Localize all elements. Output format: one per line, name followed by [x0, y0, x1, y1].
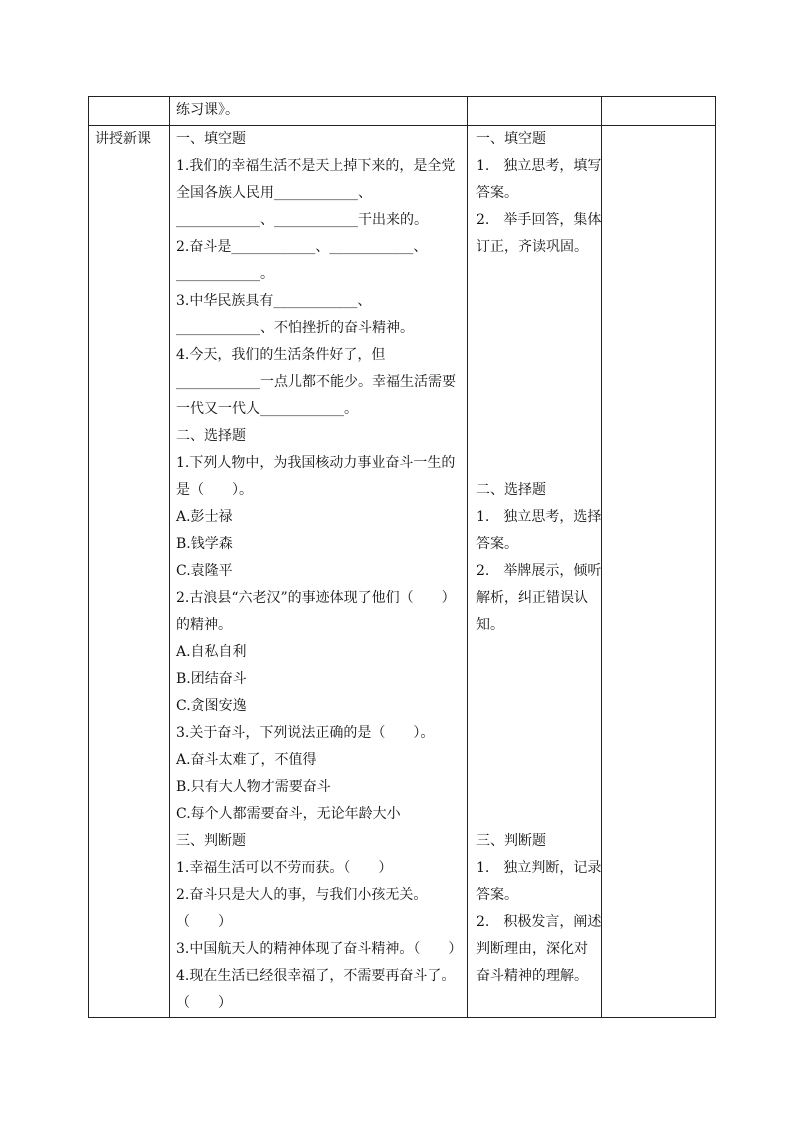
content-line: 3.中华民族具有____________、 — [176, 293, 372, 309]
table-row — [89, 97, 716, 126]
activity-line: 2. 举手回答，集体 — [476, 212, 602, 228]
section-label: 讲授新课 — [95, 131, 151, 147]
spacer — [468, 639, 601, 828]
content-line: ____________一点儿都不能少。幸福生活需要 — [176, 374, 456, 390]
content-line: 3.关于奋斗，下列说法正确的是（ ）。 — [176, 725, 435, 741]
content-line: C.袁隆平 — [176, 563, 233, 579]
content-line: ____________、不怕挫折的奋斗精神。 — [176, 320, 414, 336]
activity-line: 1. 独立判断，记录 — [476, 860, 602, 876]
content-line: 2.奋斗是____________、____________、 — [176, 239, 428, 255]
content-line: 4.现在生活已经很幸福了，不需要再奋斗了。 — [176, 968, 456, 984]
activity-line: 答案。 — [476, 887, 518, 903]
content-line: A.自私自利 — [176, 644, 247, 660]
content-line: A.彭士禄 — [176, 509, 233, 525]
activity-line: 判断理由，深化对 — [476, 941, 588, 957]
row1-label-cell — [89, 97, 170, 126]
row2-activity-cell — [468, 126, 602, 1018]
table-row — [89, 126, 716, 1018]
content-line: 3.中国航天人的精神体现了奋斗精神。（ ） — [176, 941, 463, 957]
content-line: A.奋斗太难了，不值得 — [176, 752, 317, 768]
activity-line: 答案。 — [476, 536, 518, 552]
content-line: 三、判断题 — [176, 833, 246, 849]
activity-line: 一、填空题 — [476, 131, 546, 147]
content-line: 1.下列人物中，为我国核动力事业奋斗一生的 — [176, 455, 456, 471]
spacer — [468, 261, 601, 477]
activity-line: 1. 独立思考，选择 — [476, 509, 602, 525]
row1-content-text: 练习课》。 — [176, 102, 239, 118]
activity-line: 知。 — [476, 617, 504, 633]
content-line: 4.今天，我们的生活条件好了，但 — [176, 347, 386, 363]
row1-content-cell — [170, 97, 468, 126]
activity-line: 2. 举牌展示，倾听 — [476, 563, 602, 579]
row2-label-cell — [89, 126, 170, 1018]
content-line: 二、选择题 — [176, 428, 246, 444]
activity-line: 三、判断题 — [476, 833, 546, 849]
content-line: （ ） — [176, 914, 232, 930]
content-line: 一、填空题 — [176, 131, 246, 147]
row2-content-cell — [170, 126, 468, 1018]
content-line: ____________。 — [176, 266, 274, 282]
content-line: B.钱学森 — [176, 536, 233, 552]
content-line: B.只有大人物才需要奋斗 — [176, 779, 331, 795]
activity-line: 2. 积极发言，阐述 — [476, 914, 602, 930]
content-line: C.贪图安逸 — [176, 698, 247, 714]
content-line: B.团结奋斗 — [176, 671, 247, 687]
row1-extra-cell — [602, 97, 716, 126]
content-line: 全国各族人民用____________、 — [176, 185, 372, 201]
content-line: 一代又一代人____________。 — [176, 401, 358, 417]
row2-extra-cell — [602, 126, 716, 1018]
content-line: 1.幸福生活可以不劳而获。（ ） — [176, 860, 393, 876]
content-line: 是（ ）。 — [176, 482, 253, 498]
activity-line: 1. 独立思考，填写 — [476, 158, 602, 174]
activity-line: 解析，纠正错误认 — [476, 590, 588, 606]
lesson-plan-table — [88, 96, 716, 1018]
activity-line: 奋斗精神的理解。 — [476, 968, 588, 984]
row1-activity-cell — [468, 97, 602, 126]
content-line: 1.我们的幸福生活不是天上掉下来的，是全党 — [176, 158, 456, 174]
content-line: （ ） — [176, 995, 232, 1011]
content-line: C.每个人都需要奋斗，无论年龄大小 — [176, 806, 401, 822]
activity-line: 订正，齐读巩固。 — [476, 239, 588, 255]
activity-line: 答案。 — [476, 185, 518, 201]
content-line: 的精神。 — [176, 617, 232, 633]
content-line: 2.奋斗只是大人的事，与我们小孩无关。 — [176, 887, 428, 903]
content-line: ____________、____________干出来的。 — [176, 212, 428, 228]
content-line: 2.古浪县“六老汉”的事迹体现了他们（ ） — [176, 590, 456, 606]
activity-line: 二、选择题 — [476, 482, 546, 498]
